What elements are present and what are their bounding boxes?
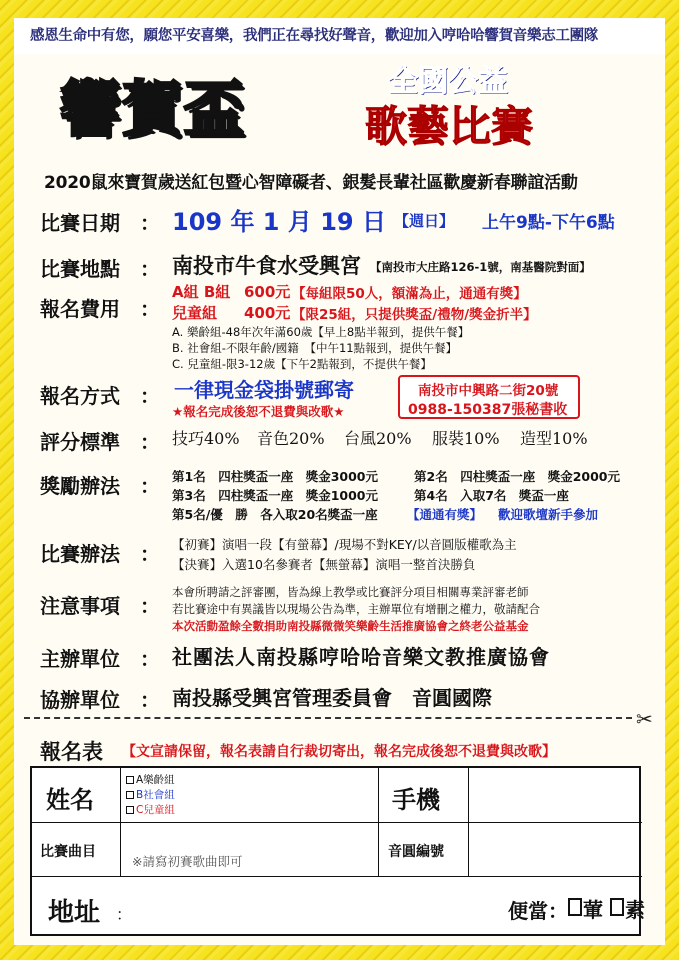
form-col-divider-3 [468,767,469,876]
organizer-label: 主辦單位 [40,647,120,671]
checkbox-icon[interactable] [126,776,134,784]
award-4th: 第4名 入取7名 獎盃一座 [414,488,569,503]
phone-label: 手機 [392,786,440,814]
registration-form [30,766,645,936]
form-col-divider-1 [120,767,121,876]
fee-ab-price: 600元 [244,283,291,301]
criteria-stage: 台風20% [344,429,412,448]
checkbox-icon[interactable] [126,806,134,814]
group-option-c[interactable]: C兒童組 [126,802,175,817]
top-banner-text: 感恩生命中有您，願您平安喜樂，我們正在尋找好聲音，歡迎加入哼哈哈響賀音樂志工團隊 [30,28,598,44]
fee-child-note: 【限25組，只提供獎盃/禮物/獎金折半】 [292,307,537,323]
criteria-label: 評分標準 [40,430,120,454]
fee-label: 報名費用 [40,297,120,321]
scissors-icon: ✂ [636,707,653,731]
awards-label: 獎勵辦法 [40,474,120,498]
meal-veg-label: 素 [625,898,645,922]
song-code-label: 音圓編號 [388,844,444,860]
rules-colon: ： [140,542,160,566]
rules-final: 【決賽】入選10名參賽者【無螢幕】演唱一整首決勝負 [172,557,476,572]
organizer-value: 社團法人南投縣哼哈哈音樂文教推廣協會 [172,645,550,669]
contest-title: 歌藝比賽 [365,102,534,151]
award-note: 【通通有獎】 [407,507,483,522]
date-label: 比賽日期 [40,211,120,235]
award-2nd: 第2名 四柱獎盃一座 獎金2000元 [414,469,620,484]
notes-label: 注意事項 [40,594,120,618]
fee-colon: ： [140,297,160,321]
form-col-divider-2 [378,767,379,876]
phone-field[interactable] [470,772,640,820]
meal-meat-label: 葷 [583,898,603,922]
form-row-divider-1 [31,822,642,823]
co-organizer-label: 協辦單位 [40,688,120,712]
date-value: 109 年 1 月 19 日 [172,208,386,236]
criteria-outfit: 服裝10% [432,429,500,448]
meal-veg-checkbox[interactable] [610,898,624,916]
form-row-divider-2 [31,876,642,877]
criteria-colon: ： [140,430,160,454]
criteria-voice: 音色20% [257,429,325,448]
group-b-info: B. 社會組-不限年齡/國籍 【中午11點報到，提供午餐】 [172,341,458,355]
address-field[interactable] [136,886,496,930]
co-organizer-colon: ： [140,688,160,712]
group-option-b[interactable]: B社會組 [126,787,175,802]
group-a-info: A. 樂齡組-48年次年滿60歲【早上8點半報到，提供午餐】 [172,325,470,339]
venue-address: 【南投市大庄路126-1號，南基醫院對面】 [370,260,591,274]
main-title: 響賀盃 [60,75,246,145]
rules-label: 比賽辦法 [40,542,120,566]
mailing-recipient: 0988-150387張秘書收 [408,402,568,418]
award-1st: 第1名 四柱獎盃一座 獎金3000元 [172,469,378,484]
form-note: 【文宣請保留，報名表請自行裁切寄出，報名完成後恕不退費與改歌】 [122,744,556,760]
notes-judges: 本會所聘請之評審團，皆為線上教學或比賽評分項目相關專業評審老師 [172,585,529,599]
award-newcomers: 歡迎歌壇新手參加 [498,507,599,522]
method-warning: ★報名完成後恕不退費與改歌★ [172,404,345,419]
fee-child-price: 400元 [244,304,291,322]
venue-label: 比賽地點 [40,257,120,281]
meal-label: 便當： [508,899,568,923]
mailing-address: 南投市中興路二街20號 [418,383,559,399]
fee-ab-groups: A組 B組 [172,283,231,301]
notes-colon: ： [140,594,160,618]
song-code-field[interactable] [470,826,640,874]
awards-colon: ： [140,474,160,498]
name-label: 姓名 [46,786,94,814]
fee-child-group: 兒童組 [172,304,218,322]
venue-value: 南投市牛食水受興宮 [172,253,361,278]
top-banner [14,18,665,54]
date-colon: ： [140,211,160,235]
cut-line [24,717,632,719]
song-label: 比賽曲目 [40,844,96,860]
method-label: 報名方式 [40,384,120,408]
award-3rd: 第3名 四柱獎盃一座 獎金1000元 [172,488,378,503]
song-field[interactable]: ※請寫初賽歌曲即可 [132,854,243,869]
group-c-info: C. 兒童組-限3-12歲【下午2點報到，不提供午餐】 [172,357,432,371]
venue-colon: ： [140,257,160,281]
address-label: 地址 [48,898,101,928]
criteria-style: 造型10% [520,429,588,448]
address-colon: ： [116,905,133,924]
fee-ab-note: 【每組限50人，額滿為止，通通有獎】 [292,286,527,302]
group-option-a[interactable]: A樂齡組 [126,772,175,787]
notes-disputes: 若比賽途中有異議皆以現場公告為準，主辦單位有增刪之權力，敬請配合 [172,602,540,616]
date-time: 上午9點-下午6點 [482,213,615,233]
welfare-title: 全國公益 [388,64,508,99]
co-organizer-value: 南投縣受興宮管理委員會 音圓國際 [172,686,492,710]
meal-meat-checkbox[interactable] [568,898,582,916]
date-weekday: 【週日】 [394,212,455,230]
method-colon: ： [140,384,160,408]
checkbox-icon[interactable] [126,791,134,799]
form-title: 報名表 [40,740,103,764]
method-value: 一律現金袋掛號郵寄 [174,378,354,402]
rules-prelim: 【初賽】演唱一段【有螢幕】/現場不對KEY/以音圓版權歌為主 [172,537,517,552]
notes-donation: 本次活動盈餘全數捐助南投縣微微笑樂齡生活推廣協會之終老公益基金 [172,619,529,633]
award-5th: 第5名/優 勝 各入取20名獎盃一座 [172,507,378,522]
event-subtitle: 2020鼠來寶賀歲送紅包暨心智障礙者、銀髮長輩社區歡慶新春聯誼活動 [44,173,578,193]
organizer-colon: ： [140,647,160,671]
criteria-technique: 技巧40% [172,429,240,448]
